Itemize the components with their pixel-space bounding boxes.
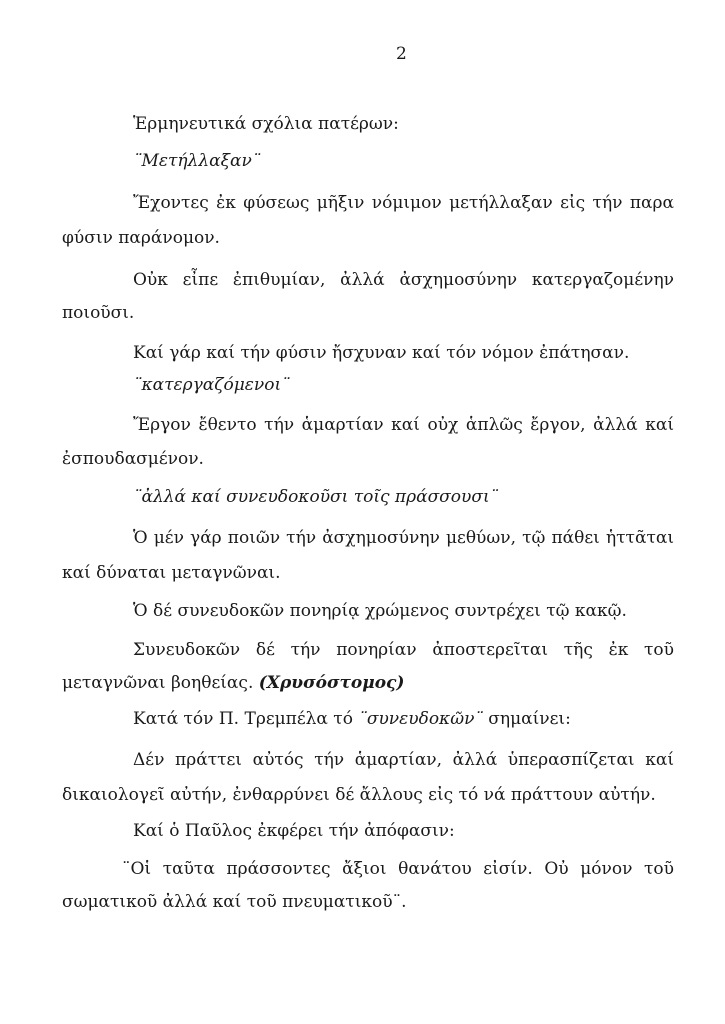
text-line: ¨κατεργαζόμενοι¨ — [133, 375, 290, 395]
text-line: Καί ὁ Παῦλος ἐκφέρει τήν ἀπόφασιν: — [133, 821, 455, 841]
page-number: 2 — [396, 44, 407, 64]
text-line — [133, 708, 571, 730]
text-line: ¨Οἱ ταῦτα πράσσοντες ἄξιοι θανάτου εἰσίν. Οὐ μόνον τοῦ — [122, 859, 674, 879]
text-line — [62, 672, 404, 694]
text-line: Ἑρμηνευτικά σχόλια πατέρων: — [133, 114, 399, 134]
text-line: φύσιν παράνομον. — [62, 228, 220, 248]
text-line: καί δύναται μεταγνῶναι. — [62, 563, 281, 583]
text-line: ¨Μετήλλαξαν¨ — [133, 151, 261, 171]
text-fragment: Κατά τόν Π. Τρεμπέλα τό — [133, 709, 359, 729]
text-fragment: μεταγνῶναι βοηθείας. — [62, 673, 254, 693]
text-line: Καί γάρ καί τήν φύσιν ἤσχυναν καί τόν νόμον ἐπάτησαν. — [133, 343, 630, 363]
text-line: Ἔχοντες ἐκ φύσεως μῆξιν νόμιμον μετήλλαξαν εἰς τήν παρα — [133, 193, 674, 213]
text-line: ἐσπουδασμένον. — [62, 449, 204, 469]
quoted-term: ¨συνευδοκῶν¨ — [358, 709, 483, 729]
text-line: Συνευδοκῶν δέ τήν πονηρίαν ἀποστερεῖται τῆς ἐκ τοῦ — [133, 640, 674, 660]
text-line: Ἔργον ἔθεντο τήν ἁμαρτίαν καί οὐχ ἁπλῶς ἔργον, ἀλλά καί — [133, 415, 674, 435]
text-line: Δέν πράττει αὐτός τήν ἁμαρτίαν, ἀλλά ὑπερασπίζεται καί — [133, 750, 674, 770]
text-line: Ὁ μέν γάρ ποιῶν τήν ἀσχημοσύνην μεθύων, τῷ πάθει ἡττᾶται — [133, 528, 674, 548]
text-line: Ὁ δέ συνευδοκῶν πονηρίᾳ χρώμενος συντρέχει τῷ κακῷ. — [133, 601, 627, 621]
source-attribution: (Χρυσόστομος) — [258, 673, 405, 693]
text-line: ¨ἀλλά καί συνευδοκοῦσι τοῖς πράσσουσι¨ — [133, 487, 499, 507]
text-line: ποιοῦσι. — [62, 303, 135, 323]
text-line: δικαιολογεῖ αὐτήν, ἐνθαρρύνει δέ ἄλλους εἰς τό νά πράττουν αὐτήν. — [62, 785, 656, 805]
text-line: Οὐκ εἶπε ἐπιθυμίαν, ἀλλά ἀσχημοσύνην κατεργαζομένην — [133, 270, 674, 290]
text-fragment: σημαίνει: — [482, 709, 571, 729]
text-line: σωματικοῦ ἀλλά καί τοῦ πνευματικοῦ¨. — [62, 892, 407, 912]
